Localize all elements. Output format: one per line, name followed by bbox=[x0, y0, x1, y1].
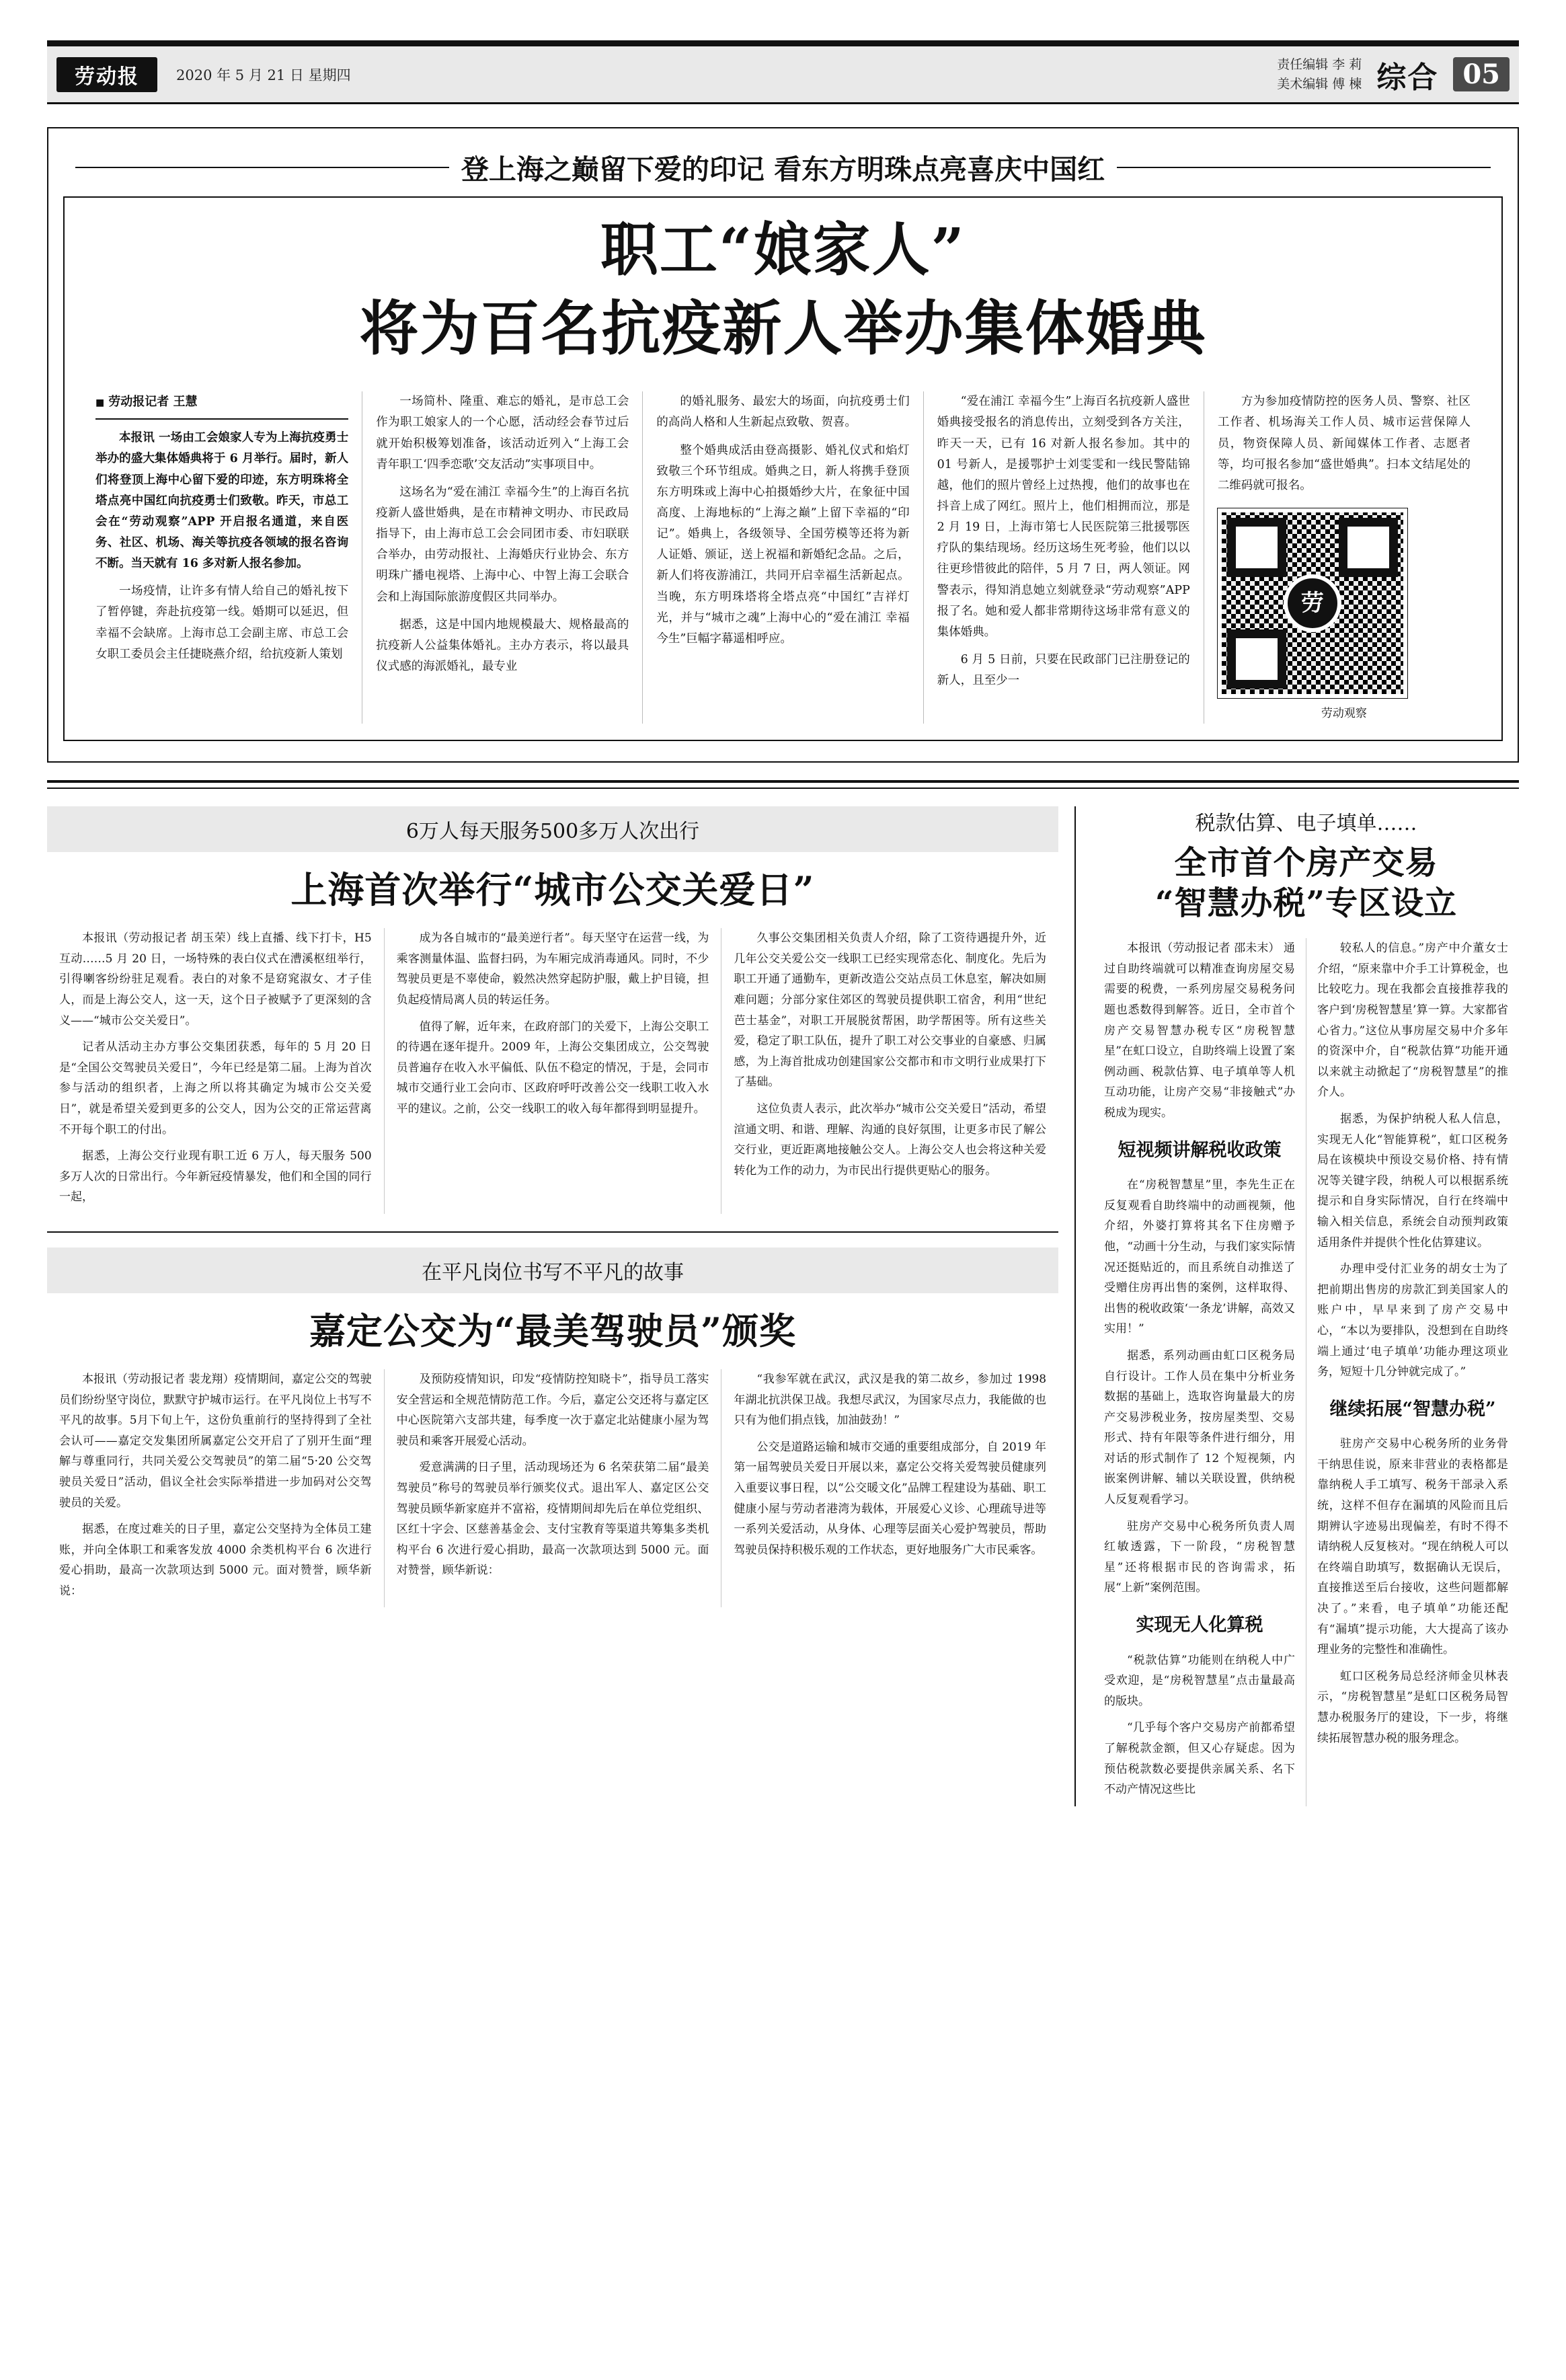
lead-story bbox=[47, 127, 1519, 763]
tax-story-column-2 bbox=[1306, 938, 1519, 1806]
lead-column-1 bbox=[82, 391, 362, 724]
story-paragraph: 爱意满满的日子里，活动现场还为 6 名荣获第二届“最美驾驶员”称号的驾驶员举行颁奖仪式。退出军人、嘉定区公交驾驶员顾华新家庭并不富裕，疫情期间却先后在单位党组织、区红十字会、区慈善基金会、支付宝教育等渠道共筹集多类机构平台 6 次进行爱心捐助，最高一次款项达到 5000 元。面对赞誉，顾华新说： bbox=[396, 1461, 709, 1578]
story-paragraph: 办理申受付汇业务的胡女士为了把前期出售房的房款汇到美国家人的账户中，早早来到了房产交易中心，“本以为要排队，没想到在自助终端上通过‘电子填单’功能办理这项业务，短短十几分钟就完成了。” bbox=[1317, 1262, 1508, 1379]
lead-paragraph: 据悉，这是中国内地规模最大、规格最高的抗疫新人公益集体婚礼。主办方表示，将以最具仪式感的海派婚礼，最专业 bbox=[376, 617, 629, 673]
lead-paragraph: 本报讯 一场由工会娘家人专为上海抗疫勇士举办的盛大集体婚典将于 6 月举行。届时，新人们将登顶上海中心留下爱的印迹，东方明珠将全塔点亮中国红向抗疫勇士们致敬。昨天，市总工会在“劳动观察”APP 开启报名通道，来自医务、社区、机场、海关等抗疫各领域的报名咨询不断。当天就有 16 多对新人报名参加。 bbox=[95, 431, 349, 571]
story-paragraph: 较私人的信息。”房产中介董女士介绍，“原来靠中介手工计算税金，也比较吃力。现在我都会直接推荐我的客户到‘房税智慧星’算一算。大家都省心省力。”这位从事房屋交易中介多年的资深中介，自“税款估算”功能开通以来就主动掀起了“房税智慧星”的推介人。 bbox=[1317, 942, 1508, 1100]
lead-headline bbox=[82, 215, 1484, 364]
qr-code-image[interactable] bbox=[1218, 508, 1407, 698]
qr-finder-icon bbox=[1227, 629, 1286, 689]
tax-story-headline bbox=[1093, 843, 1519, 923]
lead-paragraph: “爱在浦江 幸福今生”上海百名抗疫新人盛世婚典接受报名的消息传出，立刻受到各方关注，昨天一天，已有 16 对新人报名参加。其中的 01 号新人，是援鄂护士刘雯雯和一线民警陆锦越，他们的照片曾经上过热搜，他们的故事也在抖音上成了网红。照片上，他们相拥而泣，那是 2 月 19 日，上海市第七人民医院第三批援鄂医疗队的集结现场。经历这场生死考验，他们以以往更珍惜彼此的陪伴，5 月 7 日，两人领证。网警表示，得知消息她立刻就登录“劳动观察”APP 报了名。她和爱人都非常期待这场非常有意义的集体婚典。 bbox=[937, 395, 1190, 639]
lower-right-column bbox=[1076, 806, 1519, 1806]
award-story-headline: 嘉定公交为“最美驾驶员”颁奖 bbox=[309, 1309, 797, 1352]
lead-column-4 bbox=[924, 391, 1204, 724]
masthead bbox=[47, 0, 1519, 104]
lead-paragraph: 整个婚典成活由登高摄影、婚礼仪式和焰灯致敬三个环节组成。婚典之日，新人将携手登顶东方明珠或上海中心拍摄婚纱大片，在象征中国高度、上海地标的“上海之巅”上留下幸福的“印记”。婚典上，各级领导、全国劳模等还将为新人证婚、颁证，送上祝福和新婚纪念品。之后，新人们将夜游浦江，共同开启幸福生活新起点。当晚，东方明珠塔将全塔点亮“中国红”吉祥灯光，并与“城市之魂”上海中心的“爱在浦江 幸福今生”巨幅字幕遥相呼应。 bbox=[656, 443, 910, 646]
lead-column-3 bbox=[643, 391, 923, 724]
bus-story-headline: 上海首次举行“城市公交关爱日” bbox=[290, 868, 815, 912]
tax-subhead-expand: 继续拓展“智慧办税” bbox=[1329, 1398, 1496, 1420]
lead-paragraph: 6 月 5 日前，只要在民政部门已注册登记的新人，且至少一 bbox=[937, 652, 1190, 688]
tax-subhead-video: 短视频讲解税收政策 bbox=[1118, 1139, 1282, 1161]
bus-story-column-3 bbox=[721, 928, 1058, 1214]
section-name: 综合 bbox=[1376, 60, 1439, 95]
tax-headline-line2: “智慧办税”专区设立 bbox=[1154, 884, 1458, 923]
lead-inner-frame bbox=[63, 196, 1503, 741]
story-paragraph: 本报讯（劳动报记者 裴龙翔）疫情期间，嘉定公交的驾驶员们纷纷坚守岗位，默默守护城市运行。在平凡岗位上书写不平凡的故事。5月下旬上午，这份负重前行的坚持得到了全社会认可——嘉定交发集团所属嘉定公交开启了了别开生面“理解与尊重同行，共同关爱公交驾驶员”的第二届“5·20 公交驾驶员关爱日”活动，倡议全社会实际举措进一步加码对公交驾驶员的关爱。 bbox=[59, 1372, 372, 1510]
section-divider bbox=[47, 780, 1519, 789]
lead-byline: ■ 劳动报记者 王慧 bbox=[95, 391, 348, 420]
publication-date: 2020 年 5 月 21 日 星期四 bbox=[176, 67, 351, 83]
story-paragraph: 值得了解，近年来，在政府部门的关爱下，上海公交职工的待遇在逐年提升。2009 年，上海公交集团成立，公交驾驶员普遍存在收入水平偏低、队伍不稳定的情况，于是，会同市城市交通行业工会向市、区政府呼吁改善公交一线职工收入水平的建议。之前，公交一线职工的收入每年都得到明显提升。 bbox=[396, 1020, 709, 1116]
qr-center-logo: 劳 bbox=[1284, 574, 1341, 632]
kicker-rule-right bbox=[1117, 167, 1491, 168]
story-paragraph: 据悉，在度过难关的日子里，嘉定公交坚持为全体员工建账，并向全体职工和乘客发放 4000 余类机构平台 6 次进行爱心捐助，最高一次款项达到 5000 元。面对赞誉，顾华新说： bbox=[59, 1523, 372, 1598]
story-paragraph: 虹口区税务局总经济师金贝林表示，“房税智慧星”是虹口区税务局智慧办税服务厅的建设，下一步，将继续拓展智慧办税的服务理念。 bbox=[1317, 1669, 1508, 1745]
lead-headline-line2: 将为百名抗疫新人举办集体婚典 bbox=[359, 293, 1207, 363]
kicker-rule-left bbox=[75, 167, 449, 168]
story-paragraph: 据悉，上海公交行业现有职工近 6 万人，每天服务 500 多万人次的日常出行。今年新冠疫情暴发，他们和全国的同行一起， bbox=[59, 1149, 372, 1204]
qr-finder-icon bbox=[1339, 518, 1398, 577]
lower-left-column bbox=[47, 806, 1076, 1806]
lead-kicker: 登上海之巅留下爱的印记 看东方明珠点亮喜庆中国红 bbox=[461, 153, 1105, 186]
story-paragraph: 据悉，系列动画由虹口区税务局自行设计。工作人员在集中分析业务数据的基础上，选取咨询量最大的房产交易涉税业务，按房屋类型、交易形式、持有年限等条件进行细分，用对话的形式制作了 12 个短视频，内嵌案例讲解、辅以关联设置，供纳税人反复观看学习。 bbox=[1104, 1348, 1295, 1507]
editor-credits bbox=[1277, 55, 1362, 93]
award-story-column-3 bbox=[721, 1369, 1058, 1608]
lead-paragraph: 一场疫情，让许多有情人给自己的婚礼按下了暂停键，奔赴抗疫第一线。婚期可以延迟，但幸福不会缺席。上海市总工会副主席、市总工会女职工委员会主任捷晓燕介绍，给抗疫新人策划 bbox=[95, 584, 349, 661]
award-story-columns bbox=[47, 1369, 1058, 1608]
story-paragraph: 成为各自城市的“最美逆行者”。每天坚守在运营一线，为乘客测量体温、监督扫码，为车厢完成消毒通风。同时，不少驾驶员更是不辜使命，毅然决然穿起防护服，戴上护目镜，担负起疫情局离人员的转运任务。 bbox=[396, 931, 709, 1007]
story-paragraph: 这位负责人表示，此次举办“城市公交关爱日”活动，希望渲通文明、和谐、理解、沟通的良好氛围，让更多市民了解公交行业，更近距离地接触公交人。上海公交人也会将这种关爱转化为工作的动力，为市民出行提供更贴心的服务。 bbox=[734, 1102, 1047, 1178]
story-paragraph: 驻房产交易中心税务所的业务骨干纳思佳说，原来非营业的表格都是靠纳税人手工填写、税务干部录入系统，这样不但存在漏填的风险而且后期辨认字迹易出现偏差，有时不得不请纳税人反复核对。“现在纳税人可以在终端自助填写，数据确认无误后，直接推送至后台接收，这些问题都解决了。”来看，电子填单”功能还配有“漏填”提示功能，大大提高了该办理业务的完整性和准确性。 bbox=[1317, 1437, 1508, 1657]
bus-story-columns bbox=[47, 928, 1058, 1214]
story-paragraph: 本报讯（劳动报记者 胡玉荣）线上直播、线下打卡，H5 互动……5 月 20 日，一场特殊的表白仪式在漕溪枢纽举行，引得喇客纷纷驻足观看。表白的对象不是窈窕淑女、才子佳人，而是上海公交人，这一天，这个日子被赋予了更深刻的含义——“城市公交关爱日”。 bbox=[59, 931, 372, 1028]
story-paragraph: “我参军就在武汉，武汉是我的第二故乡，参加过 1998 年湖北抗洪保卫战。我想尽武汉，为国家尽点力，我能做的也只有为他们捐点钱，加油鼓劲！” bbox=[734, 1372, 1047, 1428]
lower-section bbox=[47, 806, 1519, 1806]
lead-headline-line1: 职工“娘家人” bbox=[600, 216, 966, 284]
story-paragraph: “税款估算”功能则在纳税人中广受欢迎，是“房税智慧星”点击量最高的版块。 bbox=[1104, 1653, 1295, 1708]
story-paragraph: 在“房税智慧星”里，李先生正在反复观看自助终端中的动画视频，他介绍，外婆打算将其名下住房赠予他，“动画十分生动，与我们家实际情况还挺贴近的，而且系统自动推送了受赠住房再出售的案例，这样取得、出售的税收政策‘一条龙’讲解，高效又实用！” bbox=[1104, 1178, 1295, 1336]
lead-paragraph: 的婚礼服务、最宏大的场面，向抗疫勇士们的高尚人格和人生新起点致敬、贺喜。 bbox=[656, 395, 910, 430]
lead-column-2 bbox=[362, 391, 643, 724]
tax-subhead-automation: 实现无人化算税 bbox=[1136, 1615, 1263, 1636]
bus-story-column-1 bbox=[47, 928, 385, 1214]
bus-story-shoulder: 6万人每天服务500多万人次出行 bbox=[47, 806, 1058, 852]
story-paragraph: 据悉，为保护纳税人私人信息，实现无人化“智能算税”，虹口区税务局在该模块中预设交易价格、持有情况等关键字段，纳税人可以根据系统提示和自身实际情况，自行在终端中输入相关信息，系统会自动预判政策适用条件并提供个性化估算建议。 bbox=[1317, 1112, 1508, 1250]
tax-story-shoulder: 税款估算、电子填单…… bbox=[1195, 812, 1417, 836]
bus-story-column-2 bbox=[385, 928, 722, 1214]
story-paragraph: 本报讯（劳动报记者 邵未末） 通过自助终端就可以精准查询房屋交易需要的税费，一系列房屋交易税务问题也悉数得到解答。近日，全市首个房产交易智慧办税专区“房税智慧星”在虹口设立，自助终端上设置了案例动画、税款估算、电子填单等人机互动功能，让房产交易“非接触式”办税成为现实。 bbox=[1104, 942, 1295, 1120]
art-editor: 美术编辑 傅 楝 bbox=[1277, 76, 1362, 91]
story-paragraph: 公交是道路运输和城市交通的重要组成部分，自 2019 年第一届驾驶员关爱日开展以来，嘉定公交将关爱驾驶员健康列入重要议事日程，以“公交暖文化”品牌工程建设为基础、职工健康小屋与劳动者港湾为载体，开展爱心义诊、心理疏导进等一系列关爱活动，从身体、心理等层面关心爱护驾驶员，帮助驾驶员保持积极乐观的工作状态，更好地服务广大市民乘客。 bbox=[734, 1440, 1047, 1557]
responsible-editor: 责任编辑 李 莉 bbox=[1277, 57, 1362, 72]
masthead-right bbox=[1277, 53, 1510, 96]
lead-column-5 bbox=[1204, 391, 1484, 724]
award-story-shoulder: 在平凡岗位书写不平凡的故事 bbox=[47, 1247, 1058, 1293]
left-stories-divider bbox=[47, 1231, 1058, 1233]
award-story-column-1 bbox=[47, 1369, 385, 1608]
lead-paragraph: 这场名为“爱在浦江 幸福今生”的上海百名抗疫新人盛世婚典，是在市精神文明办、市民政局指导下，由上海市总工会会同团市委、市妇联联合举办，由劳动报社、上海婚庆行业协会、东方明珠广播电视塔、上海中心、中智上海工会联合会和上海国际旅游度假区共同举办。 bbox=[376, 485, 629, 604]
qr-code-block[interactable] bbox=[1218, 508, 1471, 698]
tax-story-columns bbox=[1093, 938, 1519, 1806]
tax-story-column-1 bbox=[1093, 938, 1306, 1806]
story-paragraph: 久事公交集团相关负责人介绍，除了工资待遇提升外，近几年公交关爱公交一线职工已经实现常态化、制度化。先后为职工开通了通勤车，更新改造公交站点员工休息室，解决如厕难问题；分部分家住郊区的驾驶员提供职工宿舍，利用“世纪芭士基金”，对职工开展脱贫帮困，助学帮困等。所有这些关爱，稳定了职工队伍，提升了职工对公交事业的自豪感、归属感，为上海首批成功创建国家公交都市和市文明行业成果打下了基础。 bbox=[734, 931, 1047, 1089]
qr-finder-icon bbox=[1227, 518, 1286, 577]
page-number: 05 bbox=[1453, 57, 1510, 91]
story-paragraph: 驻房产交易中心税务所负责人周红敏透露，下一阶段，“房税智慧星”还将根据市民的咨询需求，拓展“上新”案例范围。 bbox=[1104, 1519, 1295, 1595]
story-paragraph: “几乎每个客户交易房产前都希望了解税款金额，但又心存疑虑。因为预估税款数必要提供亲属关系、名下不动产情况这些比 bbox=[1104, 1721, 1295, 1797]
qr-caption: 劳动观察 bbox=[1321, 706, 1367, 720]
award-story-column-2 bbox=[385, 1369, 722, 1608]
story-paragraph: 及预防疫情知识，印发“疫情防控知晓卡”，指导员工落实安全营运和全规范情防范工作。今后，嘉定公交还将与嘉定区中心医院第六支部共建，每季度一次于嘉定北站健康小屋为驾驶员和乘客开展爱心活动。 bbox=[396, 1372, 709, 1448]
lead-paragraph: 一场简朴、隆重、难忘的婚礼，是市总工会作为职工娘家人的一个心愿，活动经会春节过后就开始积极筹划准备，该活动近列入“上海工会青年职工‘四季恋歌’交友活动”实事项目中。 bbox=[376, 395, 629, 471]
masthead-bar bbox=[47, 46, 1519, 104]
lead-paragraph: 方为参加疫情防控的医务人员、警察、社区工作者、机场海关工作人员、城市运营保障人员，物资保障人员、新闻媒体工作者、志愿者等，均可报名参加“盛世婚典”。扫本文结尾处的二维码就可报名。 bbox=[1217, 395, 1471, 492]
lead-columns bbox=[82, 391, 1484, 724]
story-paragraph: 记者从活动主办方事公交集团获悉，每年的 5 月 20 日是“全国公交驾驶员关爱日”，今年已经是第二届。上海为首次参与活动的组织者，上海之所以将其确定为城市公交关爱日”，就是希望关爱到更多的公交人，因为公交的正常运营离不开每个职工的付出。 bbox=[59, 1040, 372, 1137]
tax-headline-line1: 全市首个房产交易 bbox=[1174, 844, 1438, 882]
newspaper-logo: 劳动报 bbox=[56, 57, 157, 92]
lead-kicker-row bbox=[48, 147, 1518, 187]
top-rule bbox=[47, 40, 1519, 46]
